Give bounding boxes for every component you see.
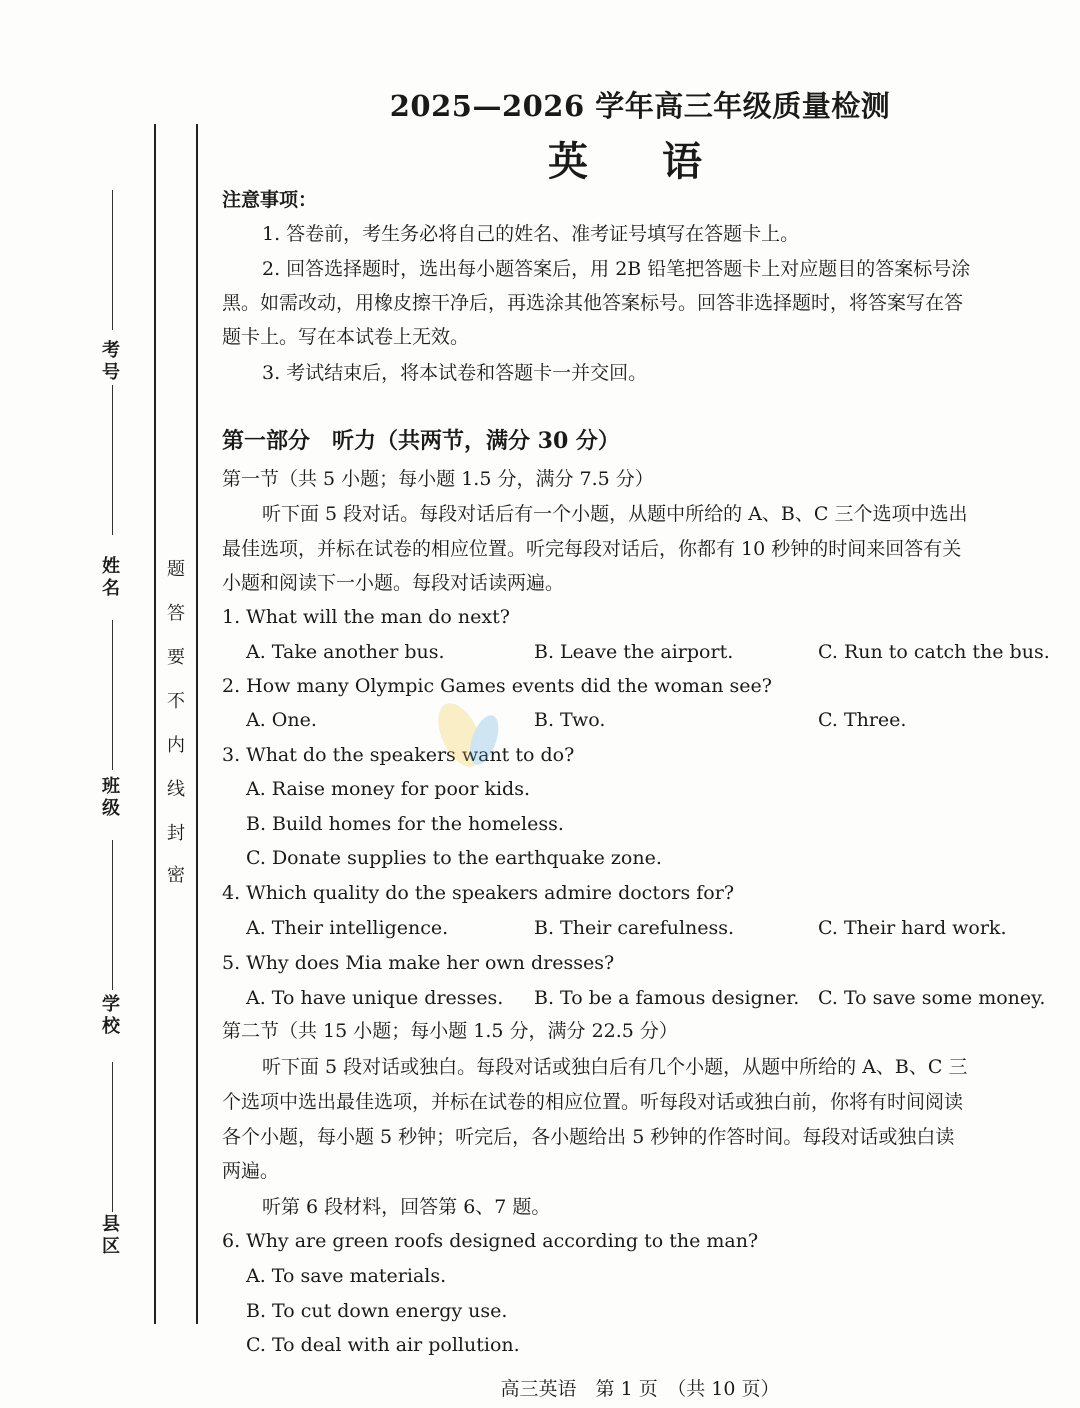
material-note: 听第 6 段材料，回答第 6、7 题。 — [262, 1196, 551, 1218]
xianqu-blank-top — [112, 1062, 113, 1212]
xuexiao-label: 学校 — [102, 994, 120, 1037]
notice-item: 黑。如需改动，用橡皮擦干净后，再选涂其他答案标号。回答非选择题时，将答案写在答 — [222, 292, 964, 314]
q1-option-c: C. Run to catch the bus. — [818, 641, 1050, 663]
section2-instructions: 两遍。 — [222, 1160, 280, 1182]
question-4: 4. Which quality do the speakers admire doctors for? — [222, 882, 735, 904]
seal-char: 线 — [167, 779, 185, 800]
section1-title: 第一节（共 5 小题；每小题 1.5 分，满分 7.5 分） — [222, 468, 654, 490]
xingming-label: 姓名 — [102, 556, 120, 599]
question-3: 3. What do the speakers want to do? — [222, 744, 575, 766]
q2-option-b: B. Two. — [534, 709, 606, 731]
q5-option-c: C. To save some money. — [818, 987, 1046, 1009]
q3-option-b: B. Build homes for the homeless. — [246, 813, 564, 835]
seal-char: 封 — [167, 823, 185, 844]
q5-option-a: A. To have unique dresses. — [246, 987, 504, 1009]
q1-option-a: A. Take another bus. — [246, 641, 445, 663]
question-2: 2. How many Olympic Games events did the woman see? — [222, 675, 772, 697]
notice-item: 2. 回答选择题时，选出每小题答案后，用 2B 铅笔把答题卡上对应题目的答案标号涂 — [262, 258, 971, 280]
exam-title: 2025—2026 学年高三年级质量检测 — [389, 89, 891, 123]
q2-option-a: A. One. — [246, 709, 317, 731]
section2-instructions: 听下面 5 段对话或独白。每段对话或独白后有几个小题，从题中所给的 A、B、C 三 — [262, 1056, 968, 1078]
banji-blank-top — [112, 620, 113, 770]
watermark-logo — [420, 690, 720, 780]
q6-option-c: C. To deal with air pollution. — [246, 1334, 520, 1356]
seal-char: 题 — [167, 559, 185, 580]
seal-char: 答 — [167, 603, 185, 624]
seal-char: 内 — [167, 735, 185, 756]
notice-heading: 注意事项： — [222, 189, 318, 211]
q4-option-b: B. Their carefulness. — [534, 917, 735, 939]
notice-item: 3. 考试结束后，将本试卷和答题卡一并交回。 — [262, 362, 648, 384]
xingming-blank-top — [112, 385, 113, 535]
seal-char: 要 — [167, 647, 185, 668]
kaohao-blank — [112, 190, 113, 330]
q4-option-a: A. Their intelligence. — [246, 917, 449, 939]
seal-char: 密 — [167, 865, 185, 886]
question-6: 6. Why are green roofs designed according to the man? — [222, 1230, 759, 1252]
watermark-leaf-icon — [420, 690, 720, 780]
q4-option-c: C. Their hard work. — [818, 917, 1007, 939]
q3-option-a: A. Raise money for poor kids. — [246, 778, 530, 800]
subject-title: 英 语 — [548, 138, 732, 185]
xuexiao-blank-top — [112, 840, 113, 990]
question-1: 1. What will the man do next? — [222, 606, 510, 628]
notice-item: 1. 答卷前，考生务必将自己的姓名、准考证号填写在答题卡上。 — [262, 223, 800, 245]
page-footer: 高三英语 第 1 页 （共 10 页） — [500, 1378, 780, 1400]
q6-option-b: B. To cut down energy use. — [246, 1300, 508, 1322]
section1-instructions: 小题和阅读下一小题。每段对话读两遍。 — [222, 572, 565, 594]
section2-instructions: 各个小题，每小题 5 秒钟；听完后，各小题给出 5 秒钟的作答时间。每段对话或独白读 — [222, 1126, 955, 1148]
xianqu-label: 县区 — [102, 1214, 120, 1257]
q2-option-c: C. Three. — [818, 709, 907, 731]
q5-option-b: B. To be a famous designer. — [534, 987, 800, 1009]
seal-char: 不 — [167, 691, 185, 712]
q3-option-c: C. Donate supplies to the earthquake zone. — [246, 847, 662, 869]
section2-instructions: 个选项中选出最佳选项，并标在试卷的相应位置。听每段对话或独白前，你将有时间阅读 — [222, 1091, 964, 1113]
section1-instructions: 最佳选项，并标在试卷的相应位置。听完每段对话后，你都有 10 秒钟的时间来回答有关 — [222, 538, 962, 560]
notice-item: 题卡上。写在本试卷上无效。 — [222, 326, 470, 348]
part1-title: 第一部分 听力（共两节，满分 30 分） — [222, 428, 620, 454]
section1-instructions: 听下面 5 段对话。每段对话后有一个小题，从题中所给的 A、B、C 三个选项中选出 — [262, 503, 968, 525]
question-5: 5. Why does Mia make her own dresses? — [222, 952, 615, 974]
q6-option-a: A. To save materials. — [246, 1265, 447, 1287]
section2-title: 第二节（共 15 小题；每小题 1.5 分，满分 22.5 分） — [222, 1020, 678, 1042]
q1-option-b: B. Leave the airport. — [534, 641, 734, 663]
banji-label: 班级 — [102, 776, 120, 819]
binding-line-outer — [154, 124, 156, 1324]
binding-line-inner — [196, 124, 198, 1324]
kaohao-label: 考号 — [102, 340, 120, 383]
